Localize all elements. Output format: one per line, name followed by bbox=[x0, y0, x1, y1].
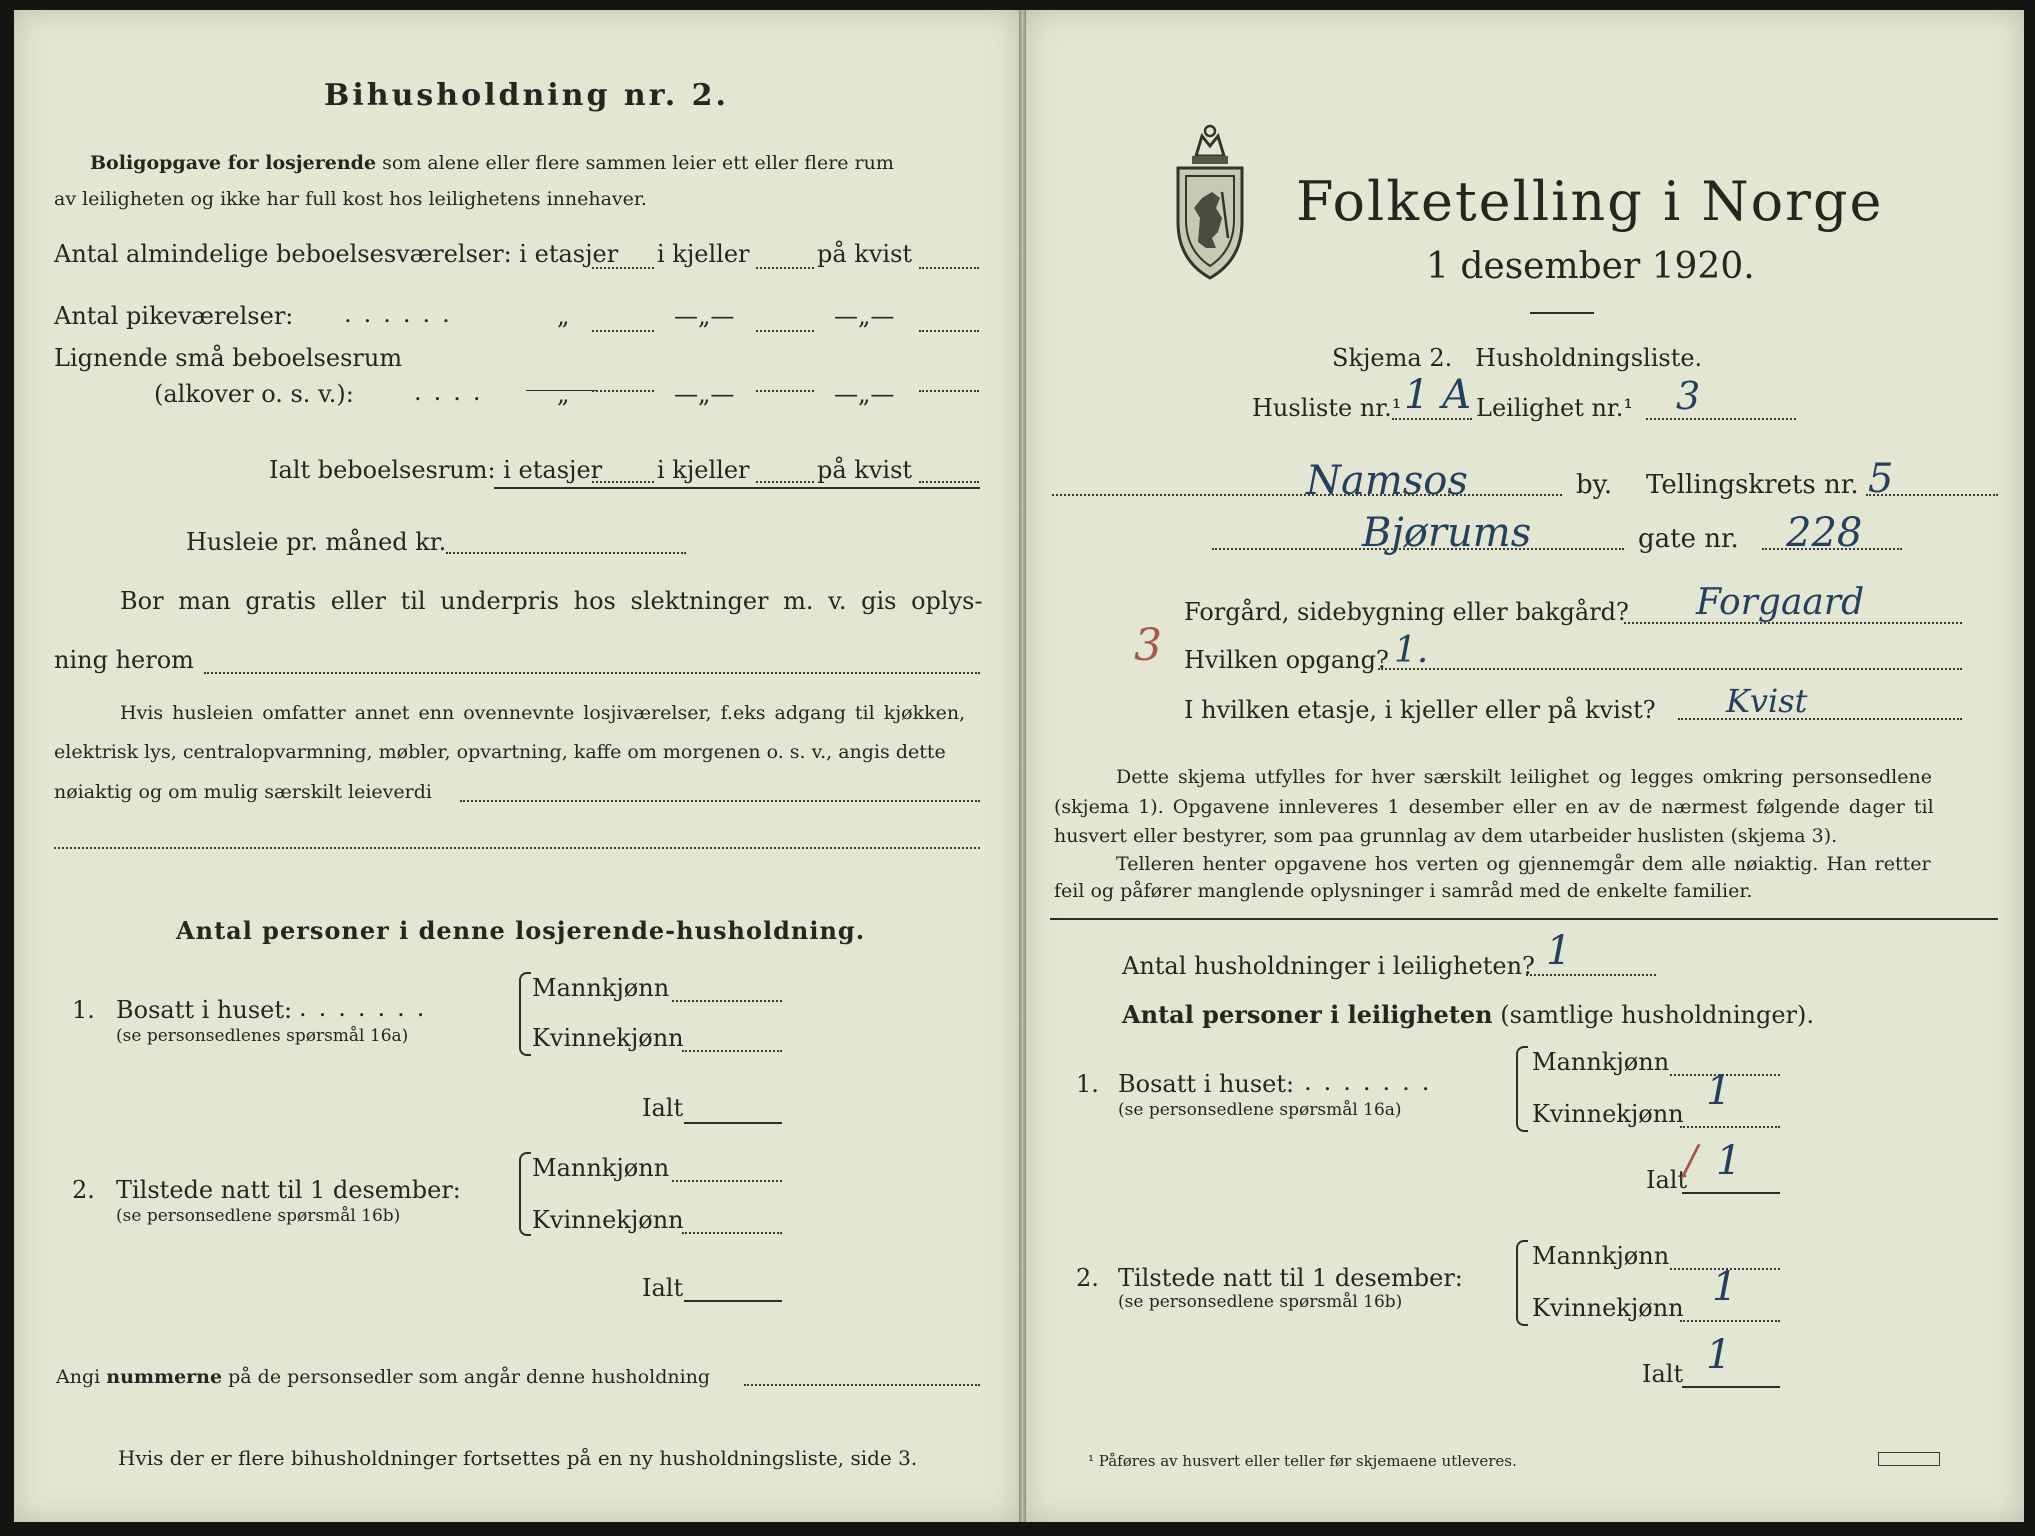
apartment-field bbox=[1646, 418, 1796, 420]
instructions-line-4: Telleren henter opgavene hos verten og gjennemgår dem alle nøiaktig. Han retter bbox=[1116, 853, 1931, 875]
total-rooms-label: Ialt beboelsesrum: i etasjer bbox=[269, 456, 603, 484]
yard-field bbox=[1624, 622, 1962, 624]
census-date: 1 desember 1920. bbox=[1426, 246, 1755, 287]
total-attic-field[interactable] bbox=[919, 481, 979, 483]
similar-floors-field[interactable] bbox=[592, 390, 654, 392]
r-q1-total-checkmark: / bbox=[1684, 1138, 1698, 1184]
maid-floors-field[interactable] bbox=[592, 330, 654, 332]
persons-heading: Antal personer i denne losjerende-husholdning. bbox=[176, 916, 866, 945]
total-cellar-label: i kjeller bbox=[657, 456, 750, 484]
free-line-1: Bor man gratis eller til underpris hos slektninger m. v. gis oplys- bbox=[120, 587, 983, 615]
instructions-line-1: Dette skjema utfylles for hver særskilt leilighet og legges omkring personsedlene bbox=[1116, 766, 1932, 788]
instructions-line-5: feil og påfører manglende oplysninger i samråd med de enkelte familier. bbox=[1054, 880, 1753, 902]
r-q2-female-field bbox=[1680, 1320, 1780, 1322]
similar-underline bbox=[526, 390, 596, 391]
extra-line-1: Hvis husleien omfatter annet enn ovennevnte losjiværelser, f.eks adgang til kjøkken, bbox=[120, 702, 966, 724]
q2-female-label: Kvinnekjønn bbox=[532, 1206, 684, 1234]
r-q2-number: 2. bbox=[1076, 1264, 1099, 1292]
rooms-label: Antal almindelige beboelsesværelser: i etasjer bbox=[54, 240, 619, 268]
schema-label: Skjema 2. Husholdningsliste. bbox=[1332, 344, 1703, 372]
entrance-field bbox=[1378, 668, 1962, 670]
intro-rest: som alene eller flere sammen leier ett eller flere rum bbox=[376, 152, 894, 174]
entrance-label: Hvilken opgang? bbox=[1184, 646, 1389, 674]
q2-sub: (se personsedlene spørsmål 16b) bbox=[116, 1206, 401, 1226]
left-title: Bihusholdning nr. 2. bbox=[324, 78, 729, 113]
rooms-cellar-field[interactable] bbox=[756, 267, 814, 269]
similar-attic-field[interactable] bbox=[919, 390, 979, 392]
q2-number: 2. bbox=[72, 1176, 95, 1204]
intro-line-1 bbox=[90, 152, 894, 174]
persons-heading-rest: (samtlige husholdninger). bbox=[1492, 1001, 1815, 1029]
q2-male-field[interactable] bbox=[672, 1180, 782, 1182]
r-q2-male-label: Mannkjønn bbox=[1532, 1242, 1670, 1270]
rooms-floors-field[interactable] bbox=[592, 267, 654, 269]
q2-total-field[interactable] bbox=[684, 1300, 782, 1302]
similar-ditto-1: „ bbox=[557, 380, 570, 408]
town-value[interactable]: Namsos bbox=[1306, 458, 1468, 504]
section-rule bbox=[1050, 918, 1998, 920]
q1-total-field[interactable] bbox=[684, 1122, 782, 1124]
q2-label: Tilstede natt til 1 desember: bbox=[116, 1176, 461, 1204]
town-label: by. bbox=[1576, 470, 1613, 500]
street-field bbox=[1212, 548, 1624, 550]
r-q1-female-value[interactable]: 1 bbox=[1706, 1068, 1732, 1114]
street-label: gate nr. bbox=[1638, 524, 1739, 554]
extra-line-3: nøiaktig og om mulig særskilt leieverdi bbox=[54, 781, 432, 803]
r-q1-female-field bbox=[1680, 1126, 1780, 1128]
r-q2-sub: (se personsedlene spørsmål 16b) bbox=[1118, 1292, 1403, 1312]
r-q2-brace bbox=[1516, 1240, 1528, 1326]
q1-brace bbox=[519, 972, 531, 1056]
r-q2-total-value[interactable]: 1 bbox=[1706, 1332, 1732, 1378]
similar-ditto-2: —„— bbox=[674, 380, 735, 408]
numbers-line bbox=[56, 1366, 710, 1388]
similar-rooms-label-1: Lignende små beboelsesrum bbox=[54, 344, 403, 372]
r-q1-leaders: ....... bbox=[1304, 1068, 1442, 1096]
maid-attic-field[interactable] bbox=[919, 330, 979, 332]
maid-cellar-field[interactable] bbox=[756, 330, 814, 332]
right-title: Folketelling i Norge bbox=[1296, 170, 1884, 233]
extra-line-2: elektrisk lys, centralopvarmning, møbler, opvartning, kaffe om morgenen o. s. v., angis dette bbox=[54, 741, 946, 763]
house-list-field bbox=[1392, 418, 1472, 420]
left-page bbox=[14, 10, 1019, 1522]
q1-number: 1. bbox=[72, 996, 95, 1024]
rooms-cellar-label: i kjeller bbox=[657, 240, 750, 268]
numbers-prefix: Angi bbox=[56, 1366, 107, 1388]
persons-heading-right bbox=[1122, 1000, 1814, 1029]
total-cellar-field[interactable] bbox=[756, 481, 814, 483]
similar-cellar-field[interactable] bbox=[756, 390, 814, 392]
r-q2-total-field bbox=[1682, 1386, 1780, 1388]
q2-brace bbox=[519, 1152, 531, 1236]
free-line-2: ning herom bbox=[54, 646, 194, 674]
rooms-attic-field[interactable] bbox=[919, 267, 979, 269]
total-attic-label: på kvist bbox=[817, 456, 913, 484]
street-value[interactable]: Bjørums bbox=[1362, 510, 1532, 556]
yard-value[interactable]: Forgaard bbox=[1696, 582, 1865, 623]
q2-total-label: Ialt bbox=[642, 1274, 684, 1302]
r-q1-female-label: Kvinnekjønn bbox=[1532, 1100, 1684, 1128]
q2-female-field[interactable] bbox=[682, 1232, 782, 1234]
entrance-value[interactable]: 1. bbox=[1394, 630, 1429, 671]
similar-rooms-leaders: .... bbox=[414, 378, 493, 406]
q1-total-label: Ialt bbox=[642, 1094, 684, 1122]
town-field bbox=[1052, 494, 1562, 496]
households-field bbox=[1526, 974, 1656, 976]
rooms-attic-label: på kvist bbox=[817, 240, 913, 268]
street-number-field bbox=[1762, 548, 1902, 550]
households-label: Antal husholdninger i leiligheten? bbox=[1122, 952, 1535, 980]
numbers-bold: nummerne bbox=[106, 1366, 223, 1388]
floor-field bbox=[1678, 718, 1962, 720]
numbers-suffix: på de personsedler som angår denne husholdning bbox=[222, 1366, 711, 1388]
district-value[interactable]: 5 bbox=[1868, 456, 1894, 502]
printer-stamp bbox=[1878, 1452, 1940, 1466]
house-list-value[interactable]: 1 A bbox=[1404, 372, 1472, 418]
q1-label: Bosatt i huset: bbox=[116, 996, 293, 1024]
total-rooms-rule bbox=[494, 487, 980, 489]
floor-label: I hvilken etasje, i kjeller eller på kvist? bbox=[1184, 696, 1656, 724]
intro-line-2: av leiligheten og ikke har full kost hos leilighetens innehaver. bbox=[54, 188, 647, 210]
right-page bbox=[1026, 10, 2024, 1522]
intro-bold: Boligopgave for losjerende bbox=[90, 152, 377, 174]
similar-rooms-label-2: (alkover o. s. v.): bbox=[154, 380, 354, 408]
q1-leaders: ....... bbox=[299, 994, 437, 1022]
instructions-line-3: husvert eller bestyrer, som paa grunnlag av dem utarbeider huslisten (skjema 3). bbox=[1054, 825, 1838, 847]
maid-ditto-1: „ bbox=[557, 302, 570, 330]
instructions-line-2: (skjema 1). Opgavene innleveres 1 desember eller en av de nærmest følgende dager til bbox=[1054, 796, 1934, 818]
q1-male-field[interactable] bbox=[672, 1000, 782, 1002]
apartment-value[interactable]: 3 bbox=[1676, 374, 1701, 418]
r-q1-total-field bbox=[1682, 1192, 1780, 1194]
footnote: ¹ Påføres av husvert eller teller før skjemaene utleveres. bbox=[1088, 1452, 1517, 1470]
numbers-field[interactable] bbox=[744, 1384, 980, 1386]
q1-male-label: Mannkjønn bbox=[532, 974, 670, 1002]
free-field[interactable] bbox=[204, 672, 980, 674]
book-spine bbox=[1019, 10, 1026, 1522]
r-q1-male-label: Mannkjønn bbox=[1532, 1048, 1670, 1076]
continue-note: Hvis der er flere bihusholdninger fortsettes på en ny husholdningsliste, side 3. bbox=[118, 1446, 918, 1470]
maid-ditto-3: —„— bbox=[834, 302, 895, 330]
district-field bbox=[1866, 494, 1998, 496]
extra-field-2[interactable] bbox=[54, 847, 980, 849]
r-q1-label: Bosatt i huset: bbox=[1118, 1070, 1295, 1098]
r-q1-sub: (se personsedlene spørsmål 16a) bbox=[1118, 1100, 1402, 1120]
maid-rooms-label: Antal pikeværelser: bbox=[54, 302, 294, 330]
margin-mark: 3 bbox=[1134, 620, 1162, 671]
total-floors-field[interactable] bbox=[592, 481, 654, 483]
r-q1-total-label: Ialt bbox=[1646, 1166, 1688, 1194]
rent-field[interactable] bbox=[446, 552, 686, 554]
extra-field[interactable] bbox=[460, 800, 980, 802]
coat-of-arms-icon bbox=[1172, 122, 1248, 282]
rent-label: Husleie pr. måned kr. bbox=[186, 528, 447, 556]
yard-label: Forgård, sidebygning eller bakgård? bbox=[1184, 598, 1629, 626]
r-q2-female-label: Kvinnekjønn bbox=[1532, 1294, 1684, 1322]
q1-sub: (se personsedlenes spørsmål 16a) bbox=[116, 1026, 409, 1046]
households-value[interactable]: 1 bbox=[1546, 928, 1572, 974]
q2-male-label: Mannkjønn bbox=[532, 1154, 670, 1182]
q1-female-field[interactable] bbox=[682, 1050, 782, 1052]
maid-ditto-2: —„— bbox=[674, 302, 735, 330]
similar-ditto-3: —„— bbox=[834, 380, 895, 408]
r-q2-female-value[interactable]: 1 bbox=[1712, 1264, 1738, 1310]
title-rule bbox=[1530, 312, 1594, 314]
apartment-label: Leilighet nr.¹ bbox=[1476, 394, 1634, 422]
r-q1-total-value[interactable]: 1 bbox=[1716, 1138, 1742, 1184]
district-label: Tellingskrets nr. bbox=[1646, 470, 1859, 500]
r-q1-brace bbox=[1516, 1046, 1528, 1132]
house-list-label: Husliste nr.¹ bbox=[1252, 394, 1402, 422]
maid-rooms-leaders: ...... bbox=[344, 300, 462, 328]
street-number-value[interactable]: 228 bbox=[1786, 510, 1863, 556]
r-q2-label: Tilstede natt til 1 desember: bbox=[1118, 1264, 1463, 1292]
floor-value[interactable]: Kvist bbox=[1726, 682, 1808, 720]
q1-female-label: Kvinnekjønn bbox=[532, 1024, 684, 1052]
r-q2-total-label: Ialt bbox=[1642, 1360, 1684, 1388]
r-q1-number: 1. bbox=[1076, 1070, 1099, 1098]
persons-heading-bold: Antal personer i leiligheten bbox=[1122, 1000, 1493, 1029]
